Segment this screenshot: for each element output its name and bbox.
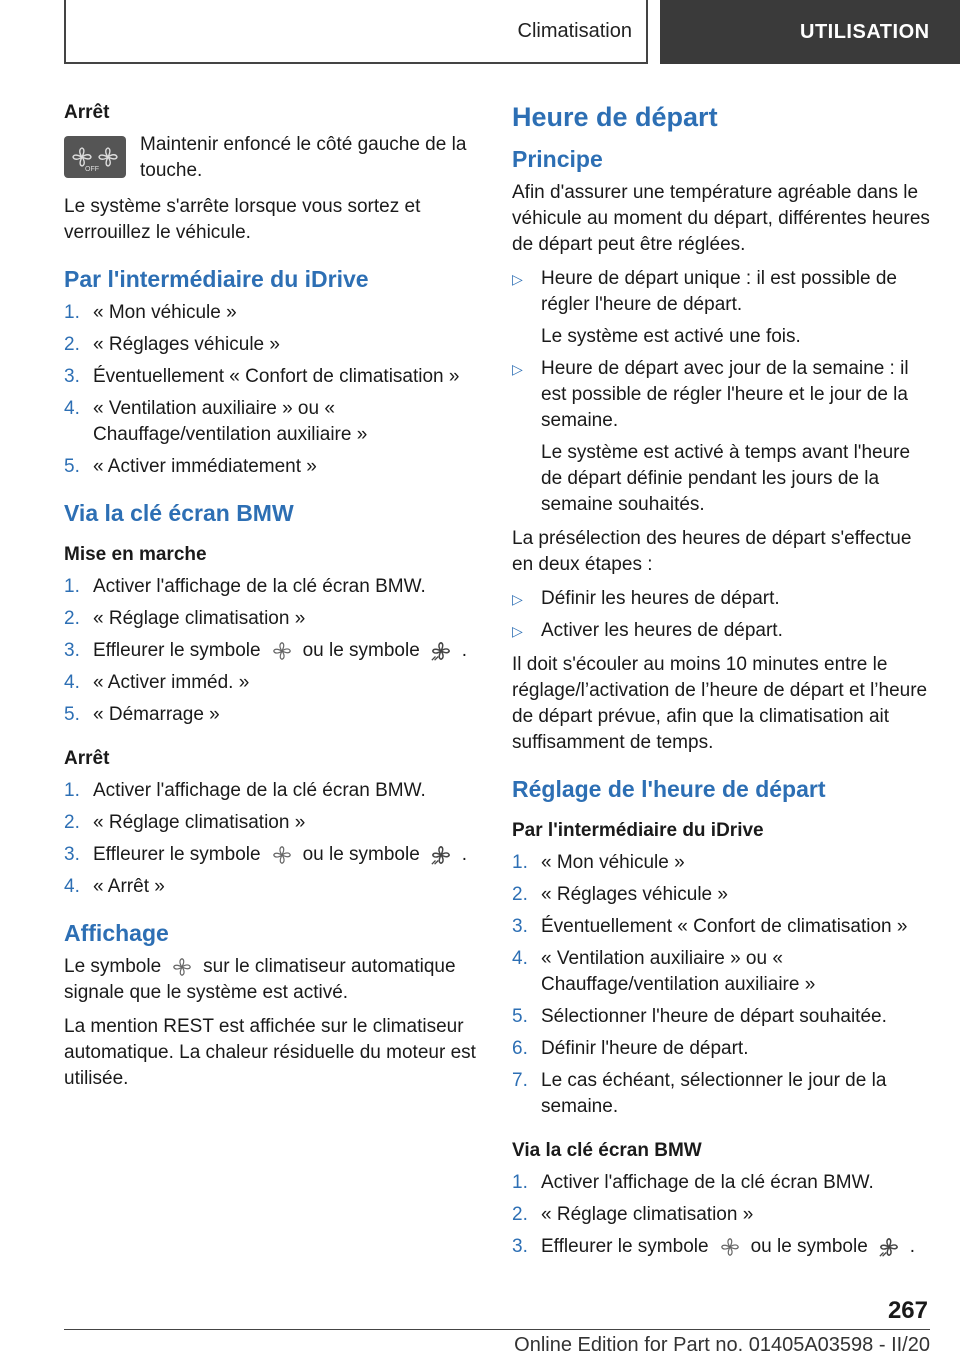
key-steps-right	[512, 1170, 930, 1260]
fan-icon	[171, 956, 193, 978]
stop-title: Arrêt	[64, 748, 110, 769]
principe-text: Afin d'assurer une température agréable dans le véhicule au moment du départ, différentes heures de départ peut être réglées.	[512, 182, 930, 255]
list-item: 4. « Arrêt »	[64, 876, 165, 897]
fan-icon	[271, 640, 293, 662]
header-chapter-label: UTILISATION	[800, 20, 930, 43]
fan-heat-icon	[430, 844, 452, 866]
list-item: ▷ Définir les heures de départ.	[512, 586, 930, 612]
triangle-right-icon: ▷	[512, 271, 523, 287]
fan-icon	[271, 844, 293, 866]
start-title: Mise en marche	[64, 544, 207, 565]
header-section-label: Climatisation	[517, 19, 632, 42]
list-item: 4. « Ventilation auxiliaire » ou « Chauffage/ventilation auxiliaire »	[512, 948, 816, 995]
stop-steps	[64, 778, 484, 900]
idrive-title-right: Par l'intermédiaire du iDrive	[512, 820, 764, 841]
list-item: 1. Activer l'affichage de la clé écran BMW.	[64, 576, 426, 597]
list-item: 7. Le cas échéant, sélectionner le jour de la semaine.	[512, 1070, 887, 1117]
right-column	[512, 100, 930, 1268]
list-item: 3. Effleurer le symbole ou le symbole .	[64, 844, 468, 865]
list-item: 4. « Ventilation auxiliaire » ou « Chauffage/ventilation auxiliaire »	[64, 398, 368, 445]
fan-icon	[719, 1236, 741, 1258]
list-item: 3. Effleurer le symbole ou le symbole .	[64, 640, 468, 661]
list-item: 2. « Réglage climatisation »	[512, 1204, 754, 1225]
page-number: 267	[887, 1297, 928, 1324]
arret-title: Arrêt	[64, 102, 110, 123]
triangle-right-icon: ▷	[512, 623, 523, 639]
fan-heat-icon	[430, 640, 452, 662]
list-item: 2. « Réglages véhicule »	[64, 334, 280, 355]
arret-text: Maintenir enfoncé le côté gauche de la touche.	[140, 134, 467, 181]
list-item: 1. Activer l'affichage de la clé écran BMW.	[64, 780, 426, 801]
delay-text: Il doit s'écouler au moins 10 minutes entre le réglage/l’activation de l’heure de départ et l’heure de départ prévue, afin que la climatisation ait suffisamment de temps.	[512, 654, 928, 753]
list-item: ▷ Heure de départ unique : il est possible de régler l'heure de départ. Le système est activé une fois.	[512, 266, 930, 350]
idrive-title: Par l'intermédiaire du iDrive	[64, 266, 369, 292]
triangle-right-icon: ▷	[512, 361, 523, 377]
list-item: 1. « Mon véhicule »	[512, 852, 685, 873]
affichage-p1: Le symbole sur le climatiseur automatique signale que le système est activé.	[64, 956, 456, 1003]
list-item: 3. Éventuellement « Confort de climatisation »	[512, 916, 908, 937]
list-item: 2. « Réglages véhicule »	[512, 884, 728, 905]
list-item: ▷ Heure de départ avec jour de la semaine : il est possible de régler l'heure et le jour de la semaine. Le système est activé à temps avant l'heure de départ définie pendant les jours de la semaine souhaités.	[512, 356, 930, 518]
arret-instruction	[64, 132, 484, 184]
list-item: 5. Sélectionner l'heure de départ souhaitée.	[512, 1006, 887, 1027]
left-column	[64, 100, 484, 1100]
fan-off-icon	[64, 136, 126, 178]
list-item: 2. « Réglage climatisation »	[64, 812, 306, 833]
list-item: 6. Définir l'heure de départ.	[512, 1038, 749, 1059]
list-item: 3. Éventuellement « Confort de climatisation »	[64, 366, 460, 387]
idrive-steps-right	[512, 850, 930, 1120]
key-title-right: Via la clé écran BMW	[512, 1140, 702, 1161]
footer-divider	[64, 1329, 930, 1330]
list-item: ▷ Activer les heures de départ.	[512, 618, 930, 644]
list-item: 5. « Activer immédiatement »	[64, 456, 317, 477]
reglage-title: Réglage de l'heure de départ	[512, 776, 826, 802]
principe-title: Principe	[512, 146, 603, 172]
list-item: 2. « Réglage climatisation »	[64, 608, 306, 629]
preselect-steps	[512, 586, 930, 644]
list-item: 5. « Démarrage »	[64, 704, 220, 725]
key-title: Via la clé écran BMW	[64, 500, 294, 526]
fan-heat-icon	[878, 1236, 900, 1258]
start-steps	[64, 574, 484, 728]
triangle-right-icon: ▷	[512, 591, 523, 607]
footer-edition: Online Edition for Part no. 01405A03598 - II/20	[514, 1334, 930, 1356]
list-item: 1. « Mon véhicule »	[64, 302, 237, 323]
list-item: 3. Effleurer le symbole ou le symbole .	[512, 1236, 916, 1257]
header-section	[64, 0, 648, 64]
header-chapter	[660, 0, 960, 64]
departure-title: Heure de départ	[512, 102, 718, 132]
departure-types	[512, 266, 930, 518]
list-item: 4. « Activer imméd. »	[64, 672, 250, 693]
arret-note: Le système s'arrête lorsque vous sortez et verrouillez le véhicule.	[64, 196, 421, 243]
affichage-p2: La mention REST est affichée sur le climatiseur automatique. La chaleur résiduelle du moteur est utilisée.	[64, 1016, 476, 1089]
list-item: 1. Activer l'affichage de la clé écran BMW.	[512, 1172, 874, 1193]
idrive-steps	[64, 300, 484, 480]
svg-text:OFF: OFF	[85, 166, 99, 173]
affichage-title: Affichage	[64, 920, 169, 946]
preselect-text: La présélection des heures de départ s'effectue en deux étapes :	[512, 528, 912, 575]
